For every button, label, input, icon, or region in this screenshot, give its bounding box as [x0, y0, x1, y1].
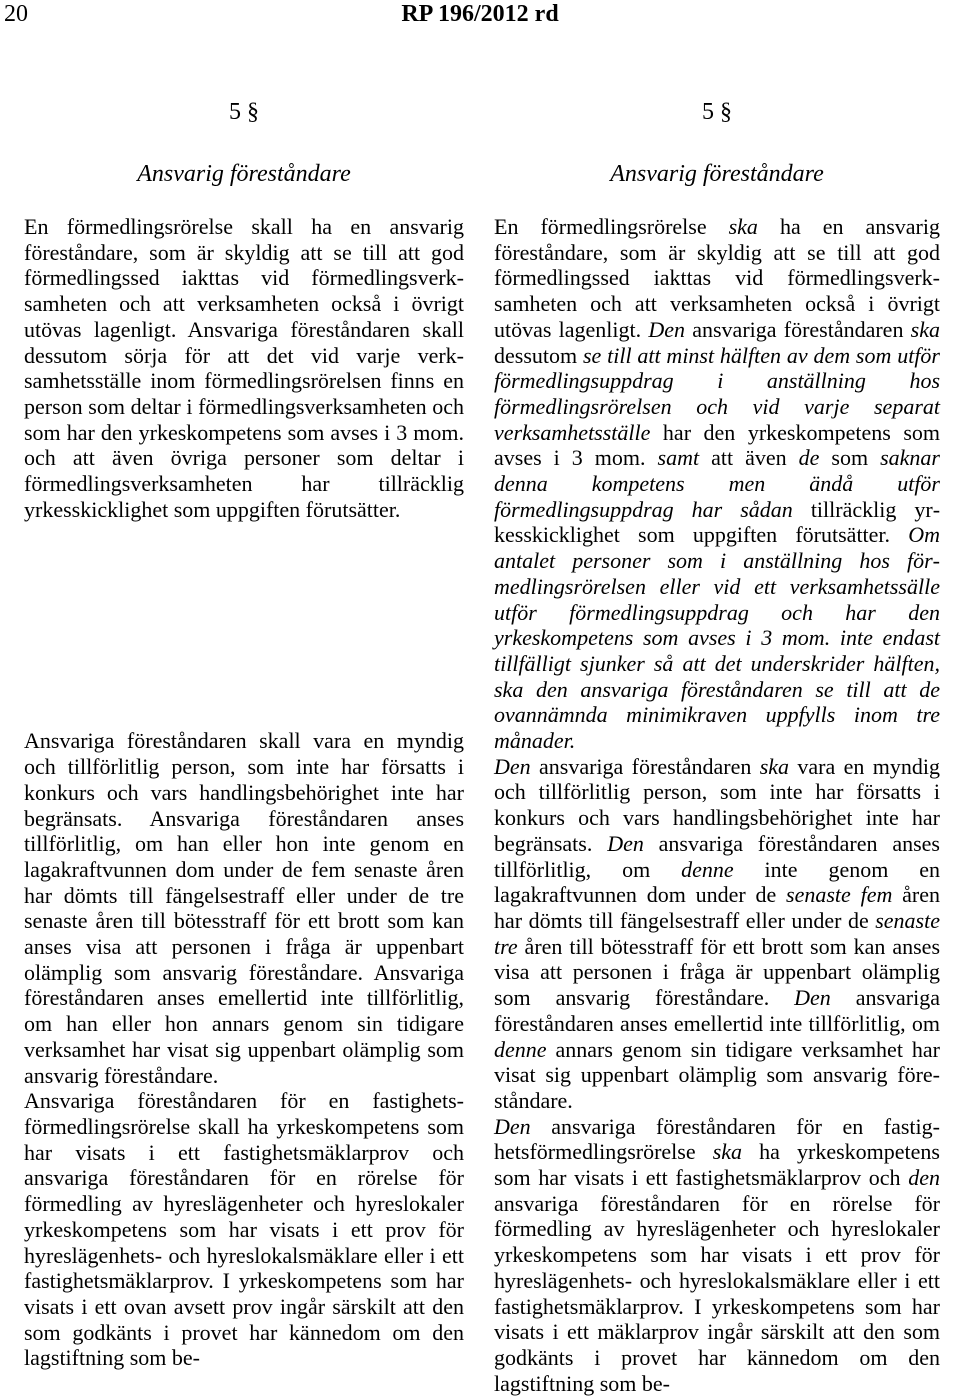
- italic-text-run: denne: [494, 1036, 547, 1062]
- text-run: En förmedlingsrörelse: [494, 214, 729, 239]
- text-run: ansvariga föreståndaren: [685, 316, 911, 342]
- italic-text-run: samt: [657, 445, 700, 471]
- section-number: 5 §: [702, 99, 732, 125]
- italic-text-run: de: [798, 445, 820, 471]
- text-run: som: [819, 445, 881, 471]
- paragraph-2: Ansvariga föreståndaren skall vara en myndig och tillförlitlig person, som inte har försatts i konkurs och vars handlingsbehörighet inte har begränsats. Ansvariga föreståndaren anses tillförlitlig, om han eller hon inte genom en lagakraftvunnen dom under de fem senaste åren har dömts till fängelsestraff eller under de tre senaste åren till bötesstraff för ett brott som kan anses visa att personen i fråga är uppenbart olämplig som ansvarig föreståndare. Ansvariga föreståndaren anses emellertid inte tillförlitlig, om han eller hon annars genom sin tidigare verksamhet har visat sig uppenbart olämplig som ansvarig föreståndare.: [24, 728, 464, 1088]
- text-run: dessutom: [494, 342, 583, 368]
- text-run: åren har dömts till fängelsestraff eller under de: [494, 882, 941, 933]
- text-run: ha en ansvarig föreståndare, som är skyldig att se till att god förmedlingssed iakttas vid förmedlingsverksamheten och att verksamheten också i övrigt utövas lagenligt.: [494, 214, 940, 342]
- text-run: ha yrkeskompetens som har visats i ett fastighetsmäklarprov och: [494, 1139, 940, 1191]
- text-run: åren till bötesstraff för ett brott som kan anses visa att personen i fråga är uppenbart olämplig som ansvarig föreståndare.: [494, 933, 940, 1011]
- italic-text-run: Den: [648, 316, 686, 342]
- italic-text-run: ska: [910, 316, 940, 342]
- section-title: Ansvarig föreståndare: [137, 161, 351, 187]
- italic-text-run: Den: [494, 753, 531, 779]
- section-number: 5 §: [229, 99, 259, 125]
- italic-text-run: ska: [759, 753, 790, 779]
- paragraph-2: [494, 754, 940, 1114]
- italic-text-run: Den: [794, 985, 831, 1011]
- paragraph-3: [494, 1114, 940, 1396]
- left-column-current-law: [24, 98, 464, 1371]
- italic-text-run: senaste tre: [494, 907, 940, 959]
- paragraph-1: [494, 214, 940, 754]
- text-run: ansvariga föreståndaren anses tillförlitlig, om: [494, 830, 940, 882]
- paragraph-3: Ansvariga föreståndaren för en fastighetsförmedlingsrörelse skall ha yrkeskompetens som har visats i ett fastighetsmäklarprov och ansvariga föreståndaren för en rörelse för förmedling av hyreslägenheter och hyreslokaler yrkeskompetens som har visats i ett prov för hyreslägenhets- och hyreslokalsmäklare eller i ett fastighetsmäklarprov. I yrkeskompetens som har visats i ett ovan avsett prov ingår särskilt att den som godkänts i provet har kännedom om den lagstiftning som be-: [24, 1088, 464, 1371]
- italic-text-run: ska: [728, 214, 758, 239]
- italic-text-run: se till att minst hälften av dem som utför förmedlingsuppdrag i anställning hos förmedlingsrörelsen och vid varje separat verksamhetsställe: [494, 342, 940, 445]
- italic-text-run: saknar denna kompetens men ändå utför förmedlingsuppdrag har sådan: [494, 445, 940, 522]
- text-run: vara en myndig och tillförlitlig person, som inte har försatts i konkurs och vars handlingsbehörighet inte har begränsats.: [494, 753, 940, 856]
- text-run: annars genom sin tidigare verksamhet har visat sig uppenbart olämplig som ansvarig föreståndare.: [494, 1036, 940, 1113]
- text-run: tillräcklig yrkesskicklighet som uppgiften förutsätter.: [494, 496, 941, 548]
- text-run: har den yrkeskompetens som avses i 3 mom.: [494, 419, 940, 471]
- text-run: att även: [699, 445, 799, 471]
- text-run: ansvariga föreståndaren anses emellertid inte tillförlitlig, om: [494, 985, 940, 1036]
- text-run: ansvariga föreståndaren: [530, 753, 760, 779]
- italic-text-run: senaste fem: [786, 882, 893, 908]
- italic-text-run: den: [908, 1165, 940, 1191]
- italic-text-run: Den: [494, 1113, 531, 1139]
- paragraph-1: En förmedlingsrörelse skall ha en ansvarig föreståndare, som är skyldig att se till att god förmedlingssed iakttas vid förmedlingsverksamheten och att verksamheten också i övrigt utövas lagenligt. Ansvariga föreståndaren skall dessutom sörja för att det vid varje verksamhetsställe inom förmedlingsrörelsen finns en person som deltar i förmedlingsverksamheten och som har den yrkeskompetens som avses i 3 mom. och att även övriga personer som deltar i förmedlingsverksamheten har tillräcklig yrkesskicklighet som uppgiften förutsätter.: [24, 214, 464, 522]
- text-run: ansvariga föreståndaren för en rörelse för förmedling av hyreslägenheter och hyreslokaler yrkeskompetens som har visats i ett prov för hyreslägenhets- och hyreslokalsmäklare eller i ett fastighetsmäklarprov. I yrkeskompetens som har visats i ett mäklarprov ingår särskilt att den som godkänts i provet har kännedom om den lagstiftning som be-: [494, 1190, 940, 1396]
- italic-text-run: Den: [607, 830, 644, 856]
- text-run: ansvariga föreståndaren för en fastighetsförmedlingsrörelse: [494, 1113, 940, 1165]
- document-id: RP 196/2012 rd: [401, 1, 559, 27]
- italic-text-run: Om antalet personer som i anställning hos förmedlingsrörelsen eller vid ett verksamhetssälle utför förmedlingsuppdrag och har den yrkeskompetens som avses i 3 mom. inte endast tillfälligt sjunker så att det underskrider hälften, ska den ansvariga föreståndaren se till att de ovannämnda minimikraven uppfylls inom tre månader.: [494, 522, 940, 754]
- page-header: [0, 0, 960, 40]
- italic-text-run: ska: [712, 1139, 743, 1165]
- page-number: 20: [4, 1, 28, 27]
- right-column-proposal: [494, 98, 940, 1396]
- italic-text-run: denne: [681, 856, 734, 882]
- text-run: inte genom en lagakraftvunnen dom under de: [494, 856, 940, 908]
- section-title: Ansvarig föreståndare: [610, 161, 824, 187]
